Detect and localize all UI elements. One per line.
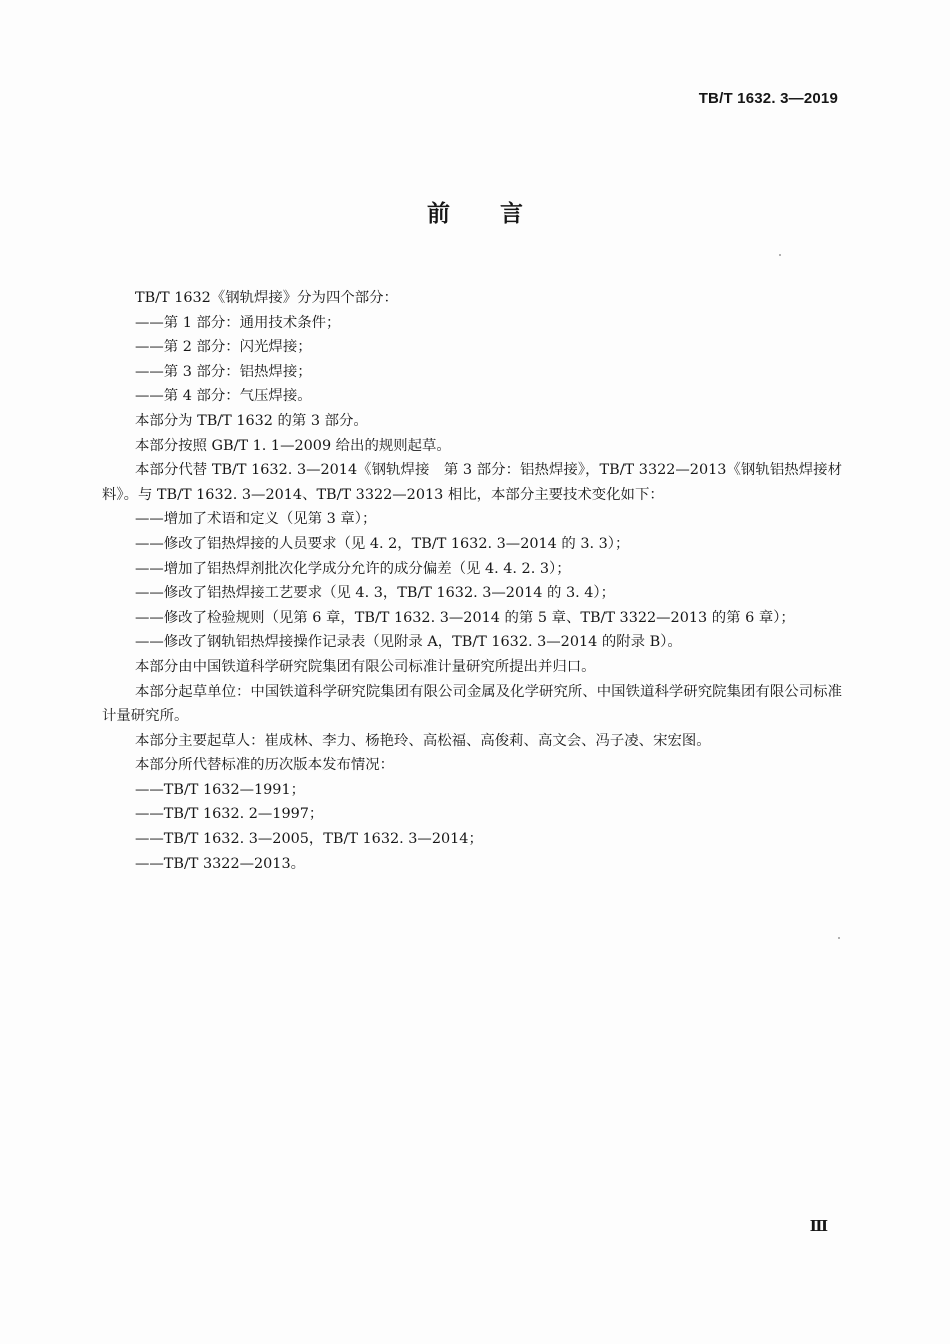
scan-speck bbox=[779, 254, 781, 256]
list-item: ——增加了铝热焊剂批次化学成分允许的成分偏差（见 4. 4. 2. 3）； bbox=[135, 560, 571, 577]
list-item: ——第 3 部分：铝热焊接； bbox=[135, 363, 312, 380]
page-number: Ⅲ bbox=[809, 1219, 828, 1235]
list-item: ——第 4 部分：气压焊接。 bbox=[135, 388, 312, 405]
paragraph: 本部分起草单位：中国铁道科学研究院集团有限公司金属及化学研究所、中国铁道科学研究院集团有限公司标准计量研究所。 bbox=[102, 683, 842, 725]
list-item: ——修改了铝热焊接工艺要求（见 4. 3，TB/T 1632. 3—2014 的 3. 4）； bbox=[135, 585, 616, 602]
paragraph: 本部分主要起草人：崔成林、李力、杨艳玲、高松福、高俊莉、高文会、冯子凌、宋宏图。 bbox=[135, 732, 711, 749]
paragraph: 本部分所代替标准的历次版本发布情况： bbox=[135, 757, 395, 774]
list-item: ——TB/T 1632—1991； bbox=[135, 781, 306, 798]
list-item: ——第 2 部分：闪光焊接； bbox=[135, 339, 312, 356]
paragraph: TB/T 1632《钢轨焊接》分为四个部分： bbox=[135, 290, 398, 306]
standard-code: TB/T 1632. 3—2019 bbox=[698, 90, 838, 107]
paragraph: 本部分由中国铁道科学研究院集团有限公司标准计量研究所提出并归口。 bbox=[135, 658, 596, 675]
paragraph: 本部分为 TB/T 1632 的第 3 部分。 bbox=[135, 412, 368, 429]
page-title bbox=[0, 195, 950, 228]
title-char-1: 前 bbox=[427, 201, 450, 227]
foreword-body bbox=[102, 286, 842, 876]
title-char-2: 言 bbox=[500, 201, 523, 227]
list-item: ——TB/T 3322—2013。 bbox=[135, 855, 306, 872]
paragraph: 本部分按照 GB/T 1. 1—2009 给出的规则起草。 bbox=[135, 437, 451, 454]
list-item: ——修改了检验规则（见第 6 章，TB/T 1632. 3—2014 的第 5 章、TB/T 3322—2013 的第 6 章）； bbox=[135, 609, 795, 626]
list-item: ——修改了铝热焊接的人员要求（见 4. 2，TB/T 1632. 3—2014 的 3. 3）； bbox=[135, 535, 630, 552]
list-item: ——TB/T 1632. 2—1997； bbox=[135, 806, 324, 823]
list-item: ——修改了钢轨铝热焊接操作记录表（见附录 A，TB/T 1632. 3—2014 的附录 B）。 bbox=[135, 634, 682, 651]
scan-speck bbox=[838, 937, 840, 939]
list-item: ——第 1 部分：通用技术条件； bbox=[135, 314, 341, 331]
list-item: ——TB/T 1632. 3—2005，TB/T 1632. 3—2014； bbox=[135, 831, 483, 848]
paragraph: 本部分代替 TB/T 1632. 3—2014《钢轨焊接 第 3 部分：铝热焊接》，TB/T 3322—2013《钢轨铝热焊接材料》。与 TB/T 1632. 3—2014、TB/T 3322—2013 相比，本部分主要技术变化如下： bbox=[102, 462, 842, 503]
list-item: ——增加了术语和定义（见第 3 章）； bbox=[135, 511, 377, 528]
